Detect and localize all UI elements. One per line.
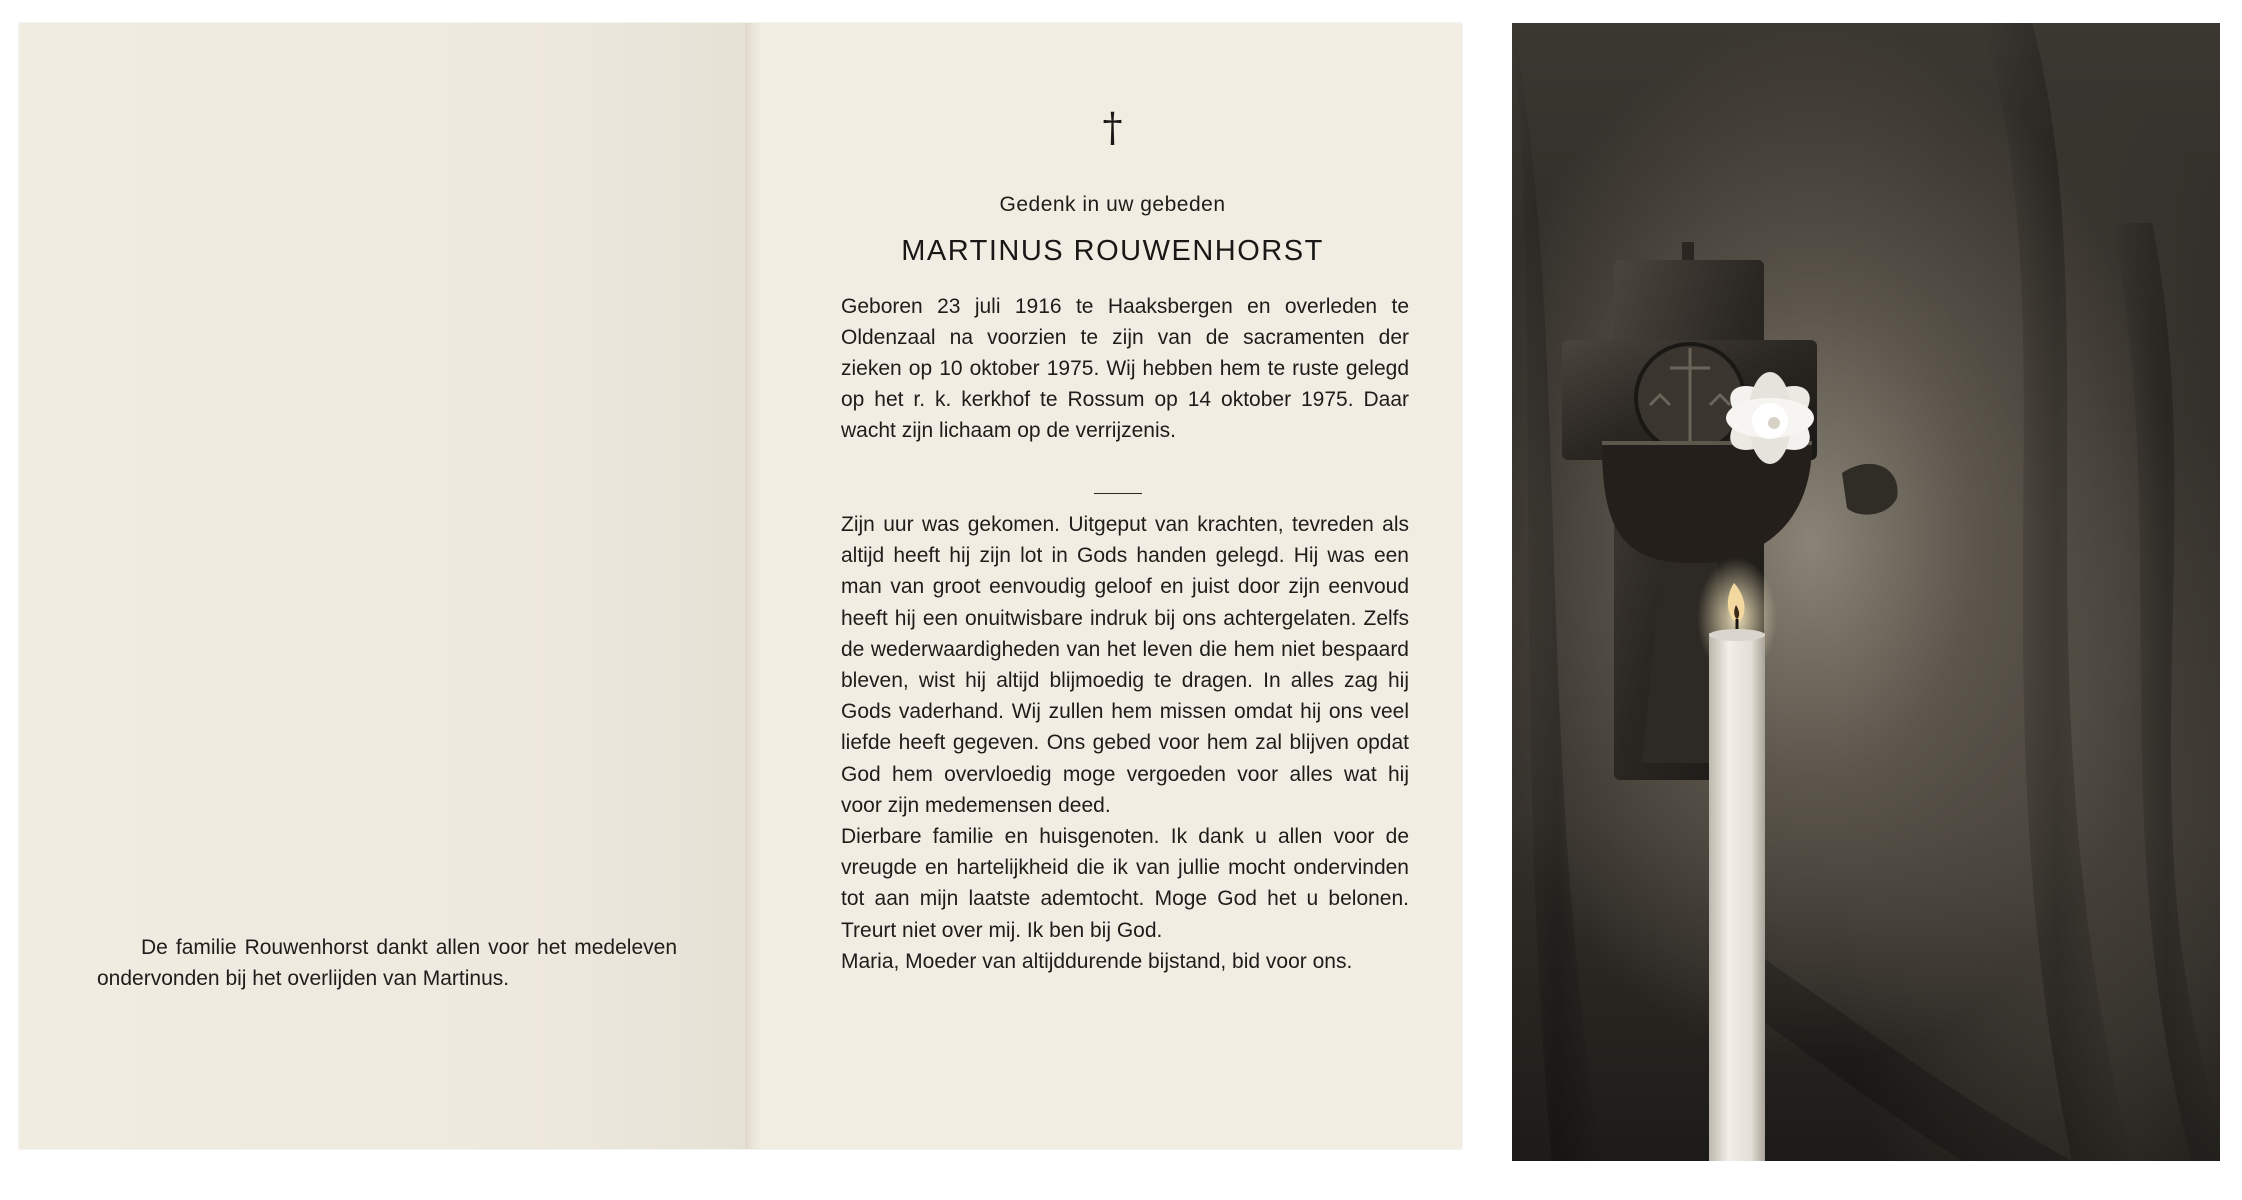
memorial-card [19, 23, 1462, 1149]
card-right-panel [763, 23, 1462, 1149]
section-divider [1094, 493, 1142, 494]
farewell-paragraph: Dierbare familie en huisgenoten. Ik dank u allen voor de vreugde en hartelijkheid die ik van jullie mocht ondervinden tot aan mijn laatste ademtocht. Moge God het u belonen. Treurt niet over mij. Ik ben bij God. [841, 825, 1409, 942]
cross-mark: † [1102, 105, 1123, 151]
prayer-paragraph: Maria, Moeder van altijddurende bijstand, bid voor ons. [841, 949, 1353, 973]
card-fold [745, 23, 763, 1149]
card-left-panel [19, 23, 745, 1149]
cross-icon [1562, 242, 1817, 780]
photo-illustration [1512, 23, 2220, 1161]
biography-paragraph: Geboren 23 juli 1916 te Haaksbergen en overleden te Oldenzaal na voorzien te zijn van de sacramenten der zieken op 10 oktober 1975. Wij hebben hem te ruste gelegd op het r. k. kerkhof te Rossum op 14 oktober 1975. Daar wacht zijn lichaam op de verrijzenis. [841, 295, 1409, 442]
family-thanks-text: De familie Rouwenhorst dankt allen voor het medeleven ondervonden bij het overlijden van Martinus. [97, 936, 677, 990]
devotional-photo [1512, 23, 2220, 1161]
tribute-paragraph: Zijn uur was gekomen. Uitgeput van krachten, tevreden als altijd heeft hij zijn lot in Gods handen gelegd. Hij was een man van groot eenvoudig geloof en juist door zijn eenvoud heeft hij een onuitwisbare indruk bij ons achtergelaten. Zelfs de wederwaardigheden van het leven die hem niet bespaard bleven, wist hij altijd blijmoedig te dragen. In alles zag hij Gods vaderhand. Wij zullen hem missen omdat hij ons veel liefde heeft gegeven. Ons gebed voor hem zal blijven opdat God hem overvloedig moge vergoeden voor alles wat hij voor zijn medemensen deed. [841, 513, 1409, 817]
remember-line: Gedenk in uw gebeden [999, 193, 1226, 216]
candle-icon [1697, 558, 1777, 1161]
tribute-block [841, 509, 1409, 977]
deceased-name: MARTINUS ROUWENHORST [901, 235, 1324, 267]
